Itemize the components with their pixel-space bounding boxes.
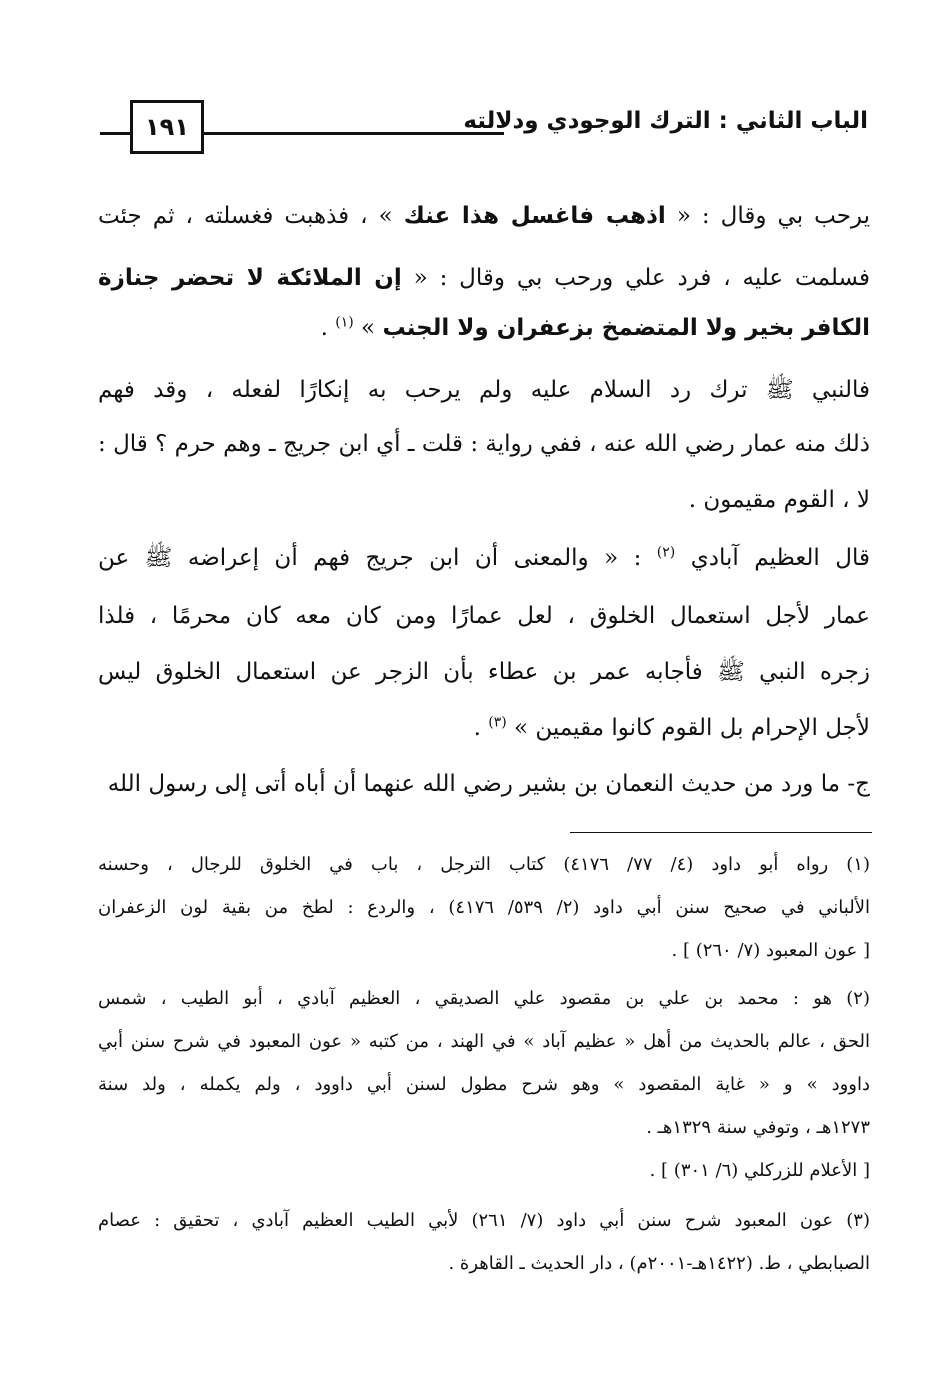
body-line: ذلك منه عمار رضي الله عنه ، ففي رواية : قلت ـ أي ابن جريج ـ وهم حرم ؟ قال : [98, 431, 870, 457]
body-line: لأجل الإحرام بل القوم كانوا مقيمين » $^{(٣)}$ . [473, 714, 870, 741]
footnote-line: [ عون المعبود (٧/ ٢٦٠) ] . [671, 940, 870, 961]
quoted-hadith: الكافر بخير ولا المتضمخ بزعفران ولا الجنب [382, 315, 870, 341]
footnote-ref: (١) [335, 314, 354, 331]
footnote-line: الصبابطي ، ط. (١٤٢٢هـ-٢٠٠١م) ، دار الحديث ـ القاهرة . [448, 1253, 870, 1274]
body-line: ج- ما ورد من حديث النعمان بن بشير رضي الله عنهما أن أباه أتى إلى رسول الله [107, 771, 870, 797]
quoted-hadith: اذهب فاغسل هذا عنك [403, 203, 666, 229]
footnote-line: (١) رواه أبو داود (٤/ ٧٧/ ٤١٧٦) كتاب الترجل ، باب في الخلوق للرجال ، وحسنه [98, 854, 870, 875]
page-number-box [130, 100, 204, 154]
body-line: لا ، القوم مقيمون . [688, 487, 870, 513]
page-number: ١٩١ [145, 113, 189, 141]
footnote-line: ١٢٧٣هـ ، وتوفي سنة ١٣٢٩هـ . [646, 1117, 870, 1138]
body-line: زجره النبي ﷺ فأجابه عمر بن عطاء بأن الزجر عن استعمال الخلوق ليس [98, 659, 870, 685]
body-line: فسلمت عليه ، فرد علي ورحب بي وقال : « إن الملائكة لا تحضر جنازة [98, 265, 870, 291]
body-line: الكافر بخير ولا المتضمخ بزعفران ولا الجنب » $^{(١)}$ . [320, 314, 870, 341]
footnote-line: الحق ، عالم بالحديث من أهل « عظيم آباد » في الهند ، من كتبه « عون المعبود في شرح سنن أبي [98, 1031, 870, 1052]
footnote-line: [ الأعلام للزركلي (٦/ ٣٠١) ] . [649, 1160, 870, 1181]
footnote-line: (٢) هو : محمد بن علي بن مقصود علي الصديقي ، العظيم آبادي ، أبو الطيب ، شمس [98, 988, 870, 1009]
body-line: عمار لأجل استعمال الخلوق ، لعل عمارًا ومن كان معه كان محرمًا ، فلذا [98, 603, 870, 629]
footnote-line: داوود » و « غاية المقصود » وهو شرح مطول لسنن أبي داوود ، ولم يكمله ، ولد سنة [98, 1074, 870, 1095]
header-rule-right [204, 132, 504, 135]
footnote-separator [570, 832, 872, 833]
footnote-line: الألباني في صحيح سنن أبي داود (٢/ ٥٣٩/ ٤١٧٦) ، والردع : لطخ من بقية لون الزعفران [98, 897, 870, 918]
body-line: يرحب بي وقال : « اذهب فاغسل هذا عنك » ، فذهبت فغسلته ، ثم جئت [98, 203, 870, 229]
quoted-hadith: إن الملائكة لا تحضر جنازة [98, 265, 402, 291]
header-rule-left [100, 132, 130, 135]
body-line: فالنبي ﷺ ترك رد السلام عليه ولم يرحب به إنكارًا لفعله ، وقد فهم [98, 377, 870, 403]
footnote-ref: (٣) [488, 714, 507, 731]
body-line: قال العظيم آبادي $^{(٢)}$ : « والمعنى أن ابن جريج فهم أن إعراضه ﷺ عن [98, 544, 870, 571]
chapter-title: الباب الثاني : الترك الوجودي ودلالته [463, 108, 868, 134]
footnote-line: (٣) عون المعبود شرح سنن أبي داود (٧/ ٢٦١) لأبي الطيب العظيم آبادي ، تحقيق : عصام [98, 1210, 870, 1231]
footnote-ref: (٢) [656, 544, 676, 561]
